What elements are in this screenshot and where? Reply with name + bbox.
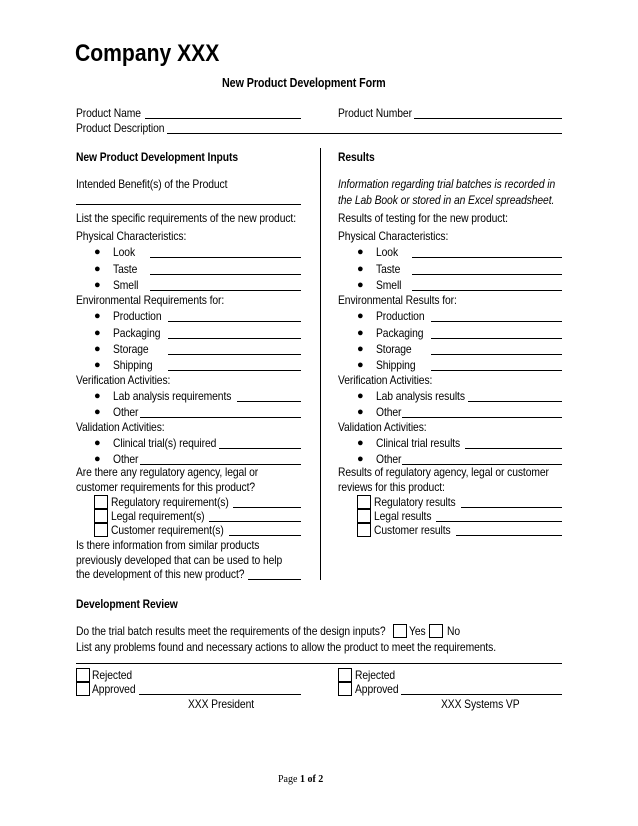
regulatory-results-field[interactable]	[461, 507, 562, 508]
results-intro: Results of testing for the new product:	[338, 211, 508, 225]
no-label: No	[447, 624, 461, 638]
validation-heading-left: Validation Activities:	[76, 420, 165, 434]
bullet: ●	[94, 359, 101, 371]
bullet: ●	[357, 453, 364, 465]
bullet: ●	[357, 437, 364, 449]
shipping-field-left[interactable]	[168, 370, 301, 371]
customer-requirement-checkbox[interactable]	[94, 523, 108, 537]
approved-label-right: Approved	[355, 682, 399, 696]
look-label-left: Look	[113, 245, 136, 259]
regulatory-question-line2: customer requirements for this product?	[76, 480, 256, 494]
bullet: ●	[94, 390, 101, 402]
bullet: ●	[94, 453, 101, 465]
packaging-field-right[interactable]	[431, 338, 562, 339]
other-verification-field-left[interactable]	[140, 417, 301, 418]
bullet: ●	[357, 246, 364, 258]
bullet: ●	[94, 246, 101, 258]
regulatory-question-line1: Are there any regulatory agency, legal or	[76, 465, 259, 479]
similar-products-line2: previously developed that can be used to help	[76, 553, 283, 567]
bullet: ●	[94, 437, 101, 449]
no-checkbox[interactable]	[429, 624, 443, 638]
other-validation-label-left: Other	[113, 452, 139, 466]
bullet: ●	[94, 406, 101, 418]
bullet: ●	[357, 390, 364, 402]
problems-instruction: List any problems found and necessary actions to allow the product to meet the requirements.	[76, 640, 497, 654]
regulatory-results-line2: reviews for this product:	[338, 480, 445, 494]
page-value: 1 of 2	[299, 774, 324, 785]
product-number-label: Product Number	[338, 106, 412, 120]
legal-results-field[interactable]	[436, 521, 562, 522]
bullet: ●	[94, 263, 101, 275]
shipping-field-right[interactable]	[431, 370, 562, 371]
storage-field-left[interactable]	[168, 354, 301, 355]
lab-analysis-field-left[interactable]	[237, 401, 301, 402]
bullet: ●	[357, 343, 364, 355]
column-divider	[320, 148, 321, 580]
storage-label-right: Storage	[376, 342, 412, 356]
other-verification-field-right[interactable]	[402, 417, 562, 418]
results-info-line2: the Lab Book or stored in an Excel spreadsheet.	[338, 193, 555, 207]
bullet: ●	[357, 263, 364, 275]
yes-label: Yes	[409, 624, 426, 638]
packaging-label-right: Packaging	[376, 326, 424, 340]
taste-field-right[interactable]	[412, 274, 562, 275]
rejected-checkbox-right[interactable]	[338, 668, 352, 682]
environmental-heading-left: Environmental Requirements for:	[76, 293, 225, 307]
product-description-field[interactable]	[167, 133, 562, 134]
product-number-field[interactable]	[414, 118, 562, 119]
president-title: XXX President	[188, 697, 255, 711]
regulatory-results-label: Regulatory results	[374, 495, 456, 509]
rejected-label-right: Rejected	[355, 668, 396, 682]
taste-label-left: Taste	[113, 262, 138, 276]
approved-checkbox-right[interactable]	[338, 682, 352, 696]
requirements-intro: List the specific requirements of the new product:	[76, 211, 296, 225]
results-heading: Results	[338, 150, 375, 164]
storage-field-right[interactable]	[431, 354, 562, 355]
bullet: ●	[357, 279, 364, 291]
bullet: ●	[94, 279, 101, 291]
taste-field-left[interactable]	[150, 274, 301, 275]
form-title: New Product Development Form	[222, 76, 386, 90]
vp-signature-field[interactable]	[401, 694, 562, 695]
other-verification-label-left: Other	[113, 405, 139, 419]
other-verification-label-right: Other	[376, 405, 402, 419]
physical-heading-left: Physical Characteristics:	[76, 229, 187, 243]
production-label-left: Production	[113, 309, 162, 323]
bullet: ●	[357, 406, 364, 418]
lab-analysis-label-right: Lab analysis results	[376, 389, 465, 403]
smell-field-left[interactable]	[150, 290, 301, 291]
company-name: Company XXX	[75, 40, 220, 67]
legal-results-label: Legal results	[374, 509, 432, 523]
other-validation-label-right: Other	[376, 452, 402, 466]
approved-checkbox-left[interactable]	[76, 682, 90, 696]
bullet: ●	[357, 327, 364, 339]
bullet: ●	[357, 310, 364, 322]
rejected-label-left: Rejected	[92, 668, 133, 682]
rejected-checkbox-left[interactable]	[76, 668, 90, 682]
validation-heading-right: Validation Activities:	[338, 420, 427, 434]
product-name-field[interactable]	[145, 118, 301, 119]
verification-heading-left: Verification Activities:	[76, 373, 171, 387]
lab-analysis-field-right[interactable]	[468, 401, 562, 402]
lab-analysis-label-left: Lab analysis requirements	[113, 389, 232, 403]
look-field-right[interactable]	[412, 257, 562, 258]
customer-results-checkbox[interactable]	[357, 523, 371, 537]
legal-results-checkbox[interactable]	[357, 509, 371, 523]
production-field-right[interactable]	[431, 321, 562, 322]
production-label-right: Production	[376, 309, 425, 323]
page-number	[278, 774, 323, 786]
storage-label-left: Storage	[113, 342, 149, 356]
similar-products-line1: Is there information from similar products	[76, 538, 260, 552]
packaging-label-left: Packaging	[113, 326, 161, 340]
customer-requirement-label: Customer requirement(s)	[111, 523, 224, 537]
page-label: Page	[278, 774, 298, 785]
customer-results-field[interactable]	[456, 535, 562, 536]
regulatory-results-line1: Results of regulatory agency, legal or customer	[338, 465, 549, 479]
clinical-trial-field-left[interactable]	[219, 448, 301, 449]
yes-checkbox[interactable]	[393, 624, 407, 638]
legal-requirement-checkbox[interactable]	[94, 509, 108, 523]
president-signature-field[interactable]	[139, 694, 301, 695]
product-name-label: Product Name	[76, 106, 141, 120]
development-review-heading: Development Review	[76, 597, 178, 611]
regulatory-requirement-checkbox[interactable]	[94, 495, 108, 509]
shipping-label-right: Shipping	[376, 358, 416, 372]
clinical-trial-label-right: Clinical trial results	[376, 436, 461, 450]
problems-field[interactable]	[76, 663, 562, 664]
bullet: ●	[94, 343, 101, 355]
regulatory-results-checkbox[interactable]	[357, 495, 371, 509]
verification-heading-right: Verification Activities:	[338, 373, 433, 387]
inputs-heading: New Product Development Inputs	[76, 150, 238, 164]
legal-requirement-field[interactable]	[209, 521, 301, 522]
bullet: ●	[357, 359, 364, 371]
bullet: ●	[94, 310, 101, 322]
clinical-trial-field-right[interactable]	[465, 448, 562, 449]
look-field-left[interactable]	[150, 257, 301, 258]
shipping-label-left: Shipping	[113, 358, 153, 372]
packaging-field-left[interactable]	[168, 338, 301, 339]
intended-benefit-field[interactable]	[76, 204, 301, 205]
vp-title: XXX Systems VP	[441, 697, 520, 711]
results-info-line1: Information regarding trial batches is recorded in	[338, 177, 556, 191]
regulatory-requirement-label: Regulatory requirement(s)	[111, 495, 229, 509]
smell-field-right[interactable]	[412, 290, 562, 291]
smell-label-right: Smell	[376, 278, 402, 292]
customer-results-label: Customer results	[374, 523, 451, 537]
legal-requirement-label: Legal requirement(s)	[111, 509, 205, 523]
customer-requirement-field[interactable]	[229, 535, 301, 536]
similar-products-line3: the development of this new product?	[76, 567, 245, 581]
taste-label-right: Taste	[376, 262, 401, 276]
regulatory-requirement-field[interactable]	[233, 507, 301, 508]
smell-label-left: Smell	[113, 278, 139, 292]
bullet: ●	[94, 327, 101, 339]
environmental-heading-right: Environmental Results for:	[338, 293, 457, 307]
look-label-right: Look	[376, 245, 399, 259]
approved-label-left: Approved	[92, 682, 136, 696]
clinical-trial-label-left: Clinical trial(s) required	[113, 436, 217, 450]
similar-products-field[interactable]	[248, 579, 301, 580]
intended-benefit-label: Intended Benefit(s) of the Product	[76, 177, 228, 191]
product-description-label: Product Description	[76, 121, 165, 135]
production-field-left[interactable]	[168, 321, 301, 322]
physical-heading-right: Physical Characteristics:	[338, 229, 449, 243]
design-inputs-question: Do the trial batch results meet the requirements of the design inputs?	[76, 624, 386, 638]
